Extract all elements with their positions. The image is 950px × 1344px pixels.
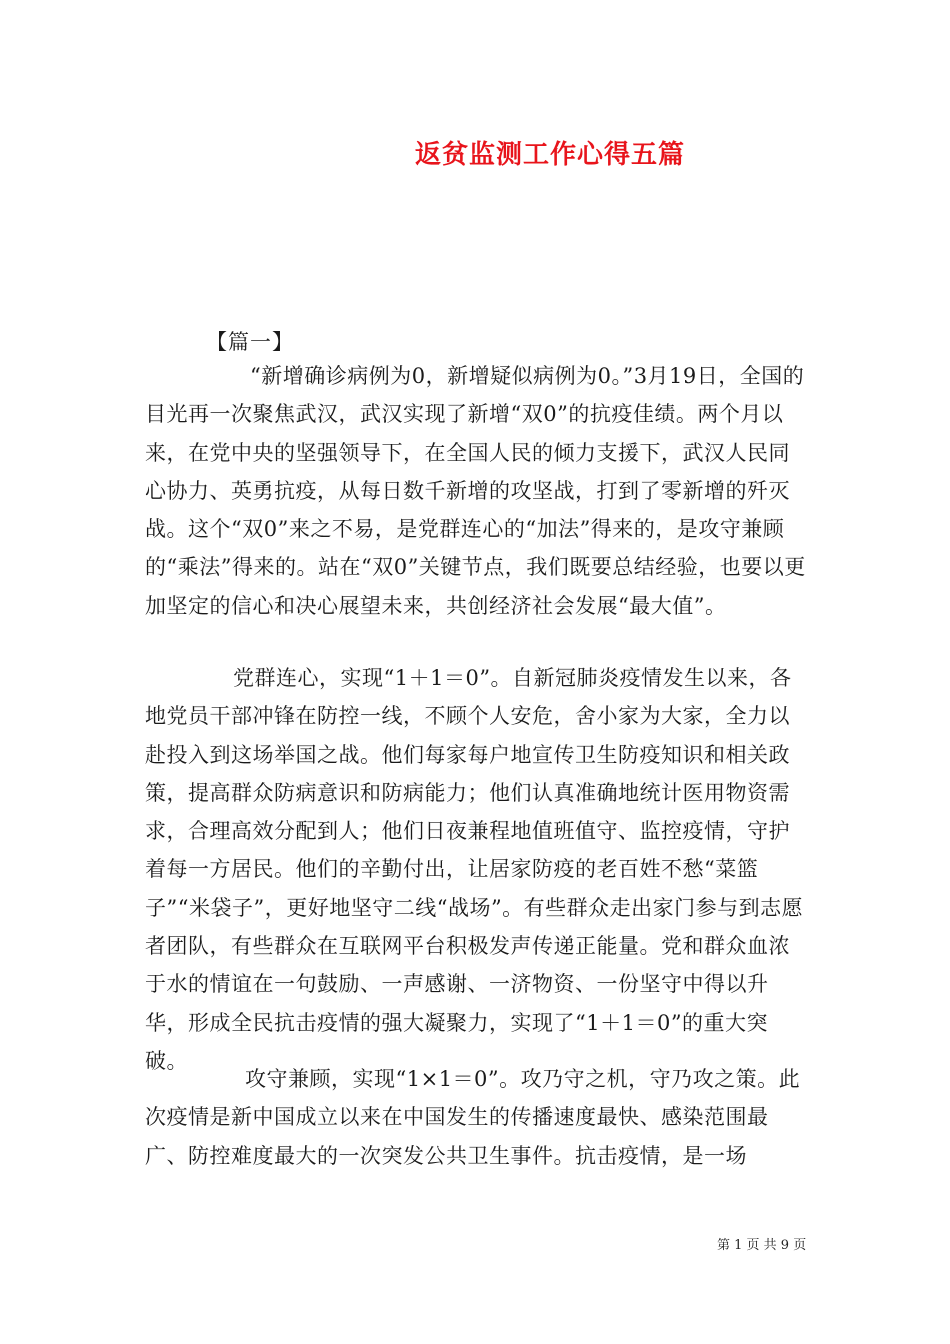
paragraph-1-text: “新增确诊病例为0，新增疑似病例为0。”3月19日，全国的目光再一次聚焦武汉，武汉实现了新增“双0”的抗疫佳绩。两个月以来，在党中央的坚强领导下，在全国人民的倾力支援下，武汉人民同心协力、英勇抗疫，从每日数千新增的攻坚战，打到了零新增的歼灭战。这个“双0”来之不易，是党群连心的“加法”得来的，是攻守兼顾的“乘法”得来的。站在“双0”关键节点，我们既要总结经验，也要以更加坚定的信心和决心展望未来，共创经济社会发展“最大值”。: [145, 364, 806, 618]
section-label: 【篇一】: [206, 330, 294, 354]
paragraph-3: [145, 1060, 810, 1175]
paragraph-2-text: 党群连心，实现“1＋1＝0”。自新冠肺炎疫情发生以来，各地党员干部冲锋在防控一线，不顾个人安危，舍小家为大家，全力以赴投入到这场举国之战。他们每家每户地宣传卫生防疫知识和相关政策，提高群众防病意识和防病能力；他们认真准确地统计医用物资需求，合理高效分配到人；他们日夜兼程地值班值守、监控疫情，守护着每一方居民。他们的辛勤付出，让居家防疫的老百姓不愁“菜篮子”“米袋子”，更好地坚守二线“战场”。有些群众走出家门参与到志愿者团队，有些群众在互联网平台积极发声传递正能量。党和群众血浓于水的情谊在一句鼓励、一声感谢、一济物资、一份坚守中得以升华，形成全民抗击疫情的强大凝聚力，实现了“1＋1＝0”的重大突破。: [145, 666, 804, 1073]
document-title: 返贫监测工作心得五篇: [414, 140, 685, 170]
page-footer: 第 1 页 共 9 页: [717, 1238, 807, 1253]
paragraph-2: [145, 659, 810, 1080]
paragraph-1: [145, 357, 810, 625]
paragraph-3-text: 攻守兼顾，实现“1×1＝0”。攻乃守之机，守乃攻之策。此次疫情是新中国成立以来在中国发生的传播速度最快、感染范围最广、防控难度最大的一次突发公共卫生事件。抗击疫情，是一场: [145, 1067, 801, 1168]
